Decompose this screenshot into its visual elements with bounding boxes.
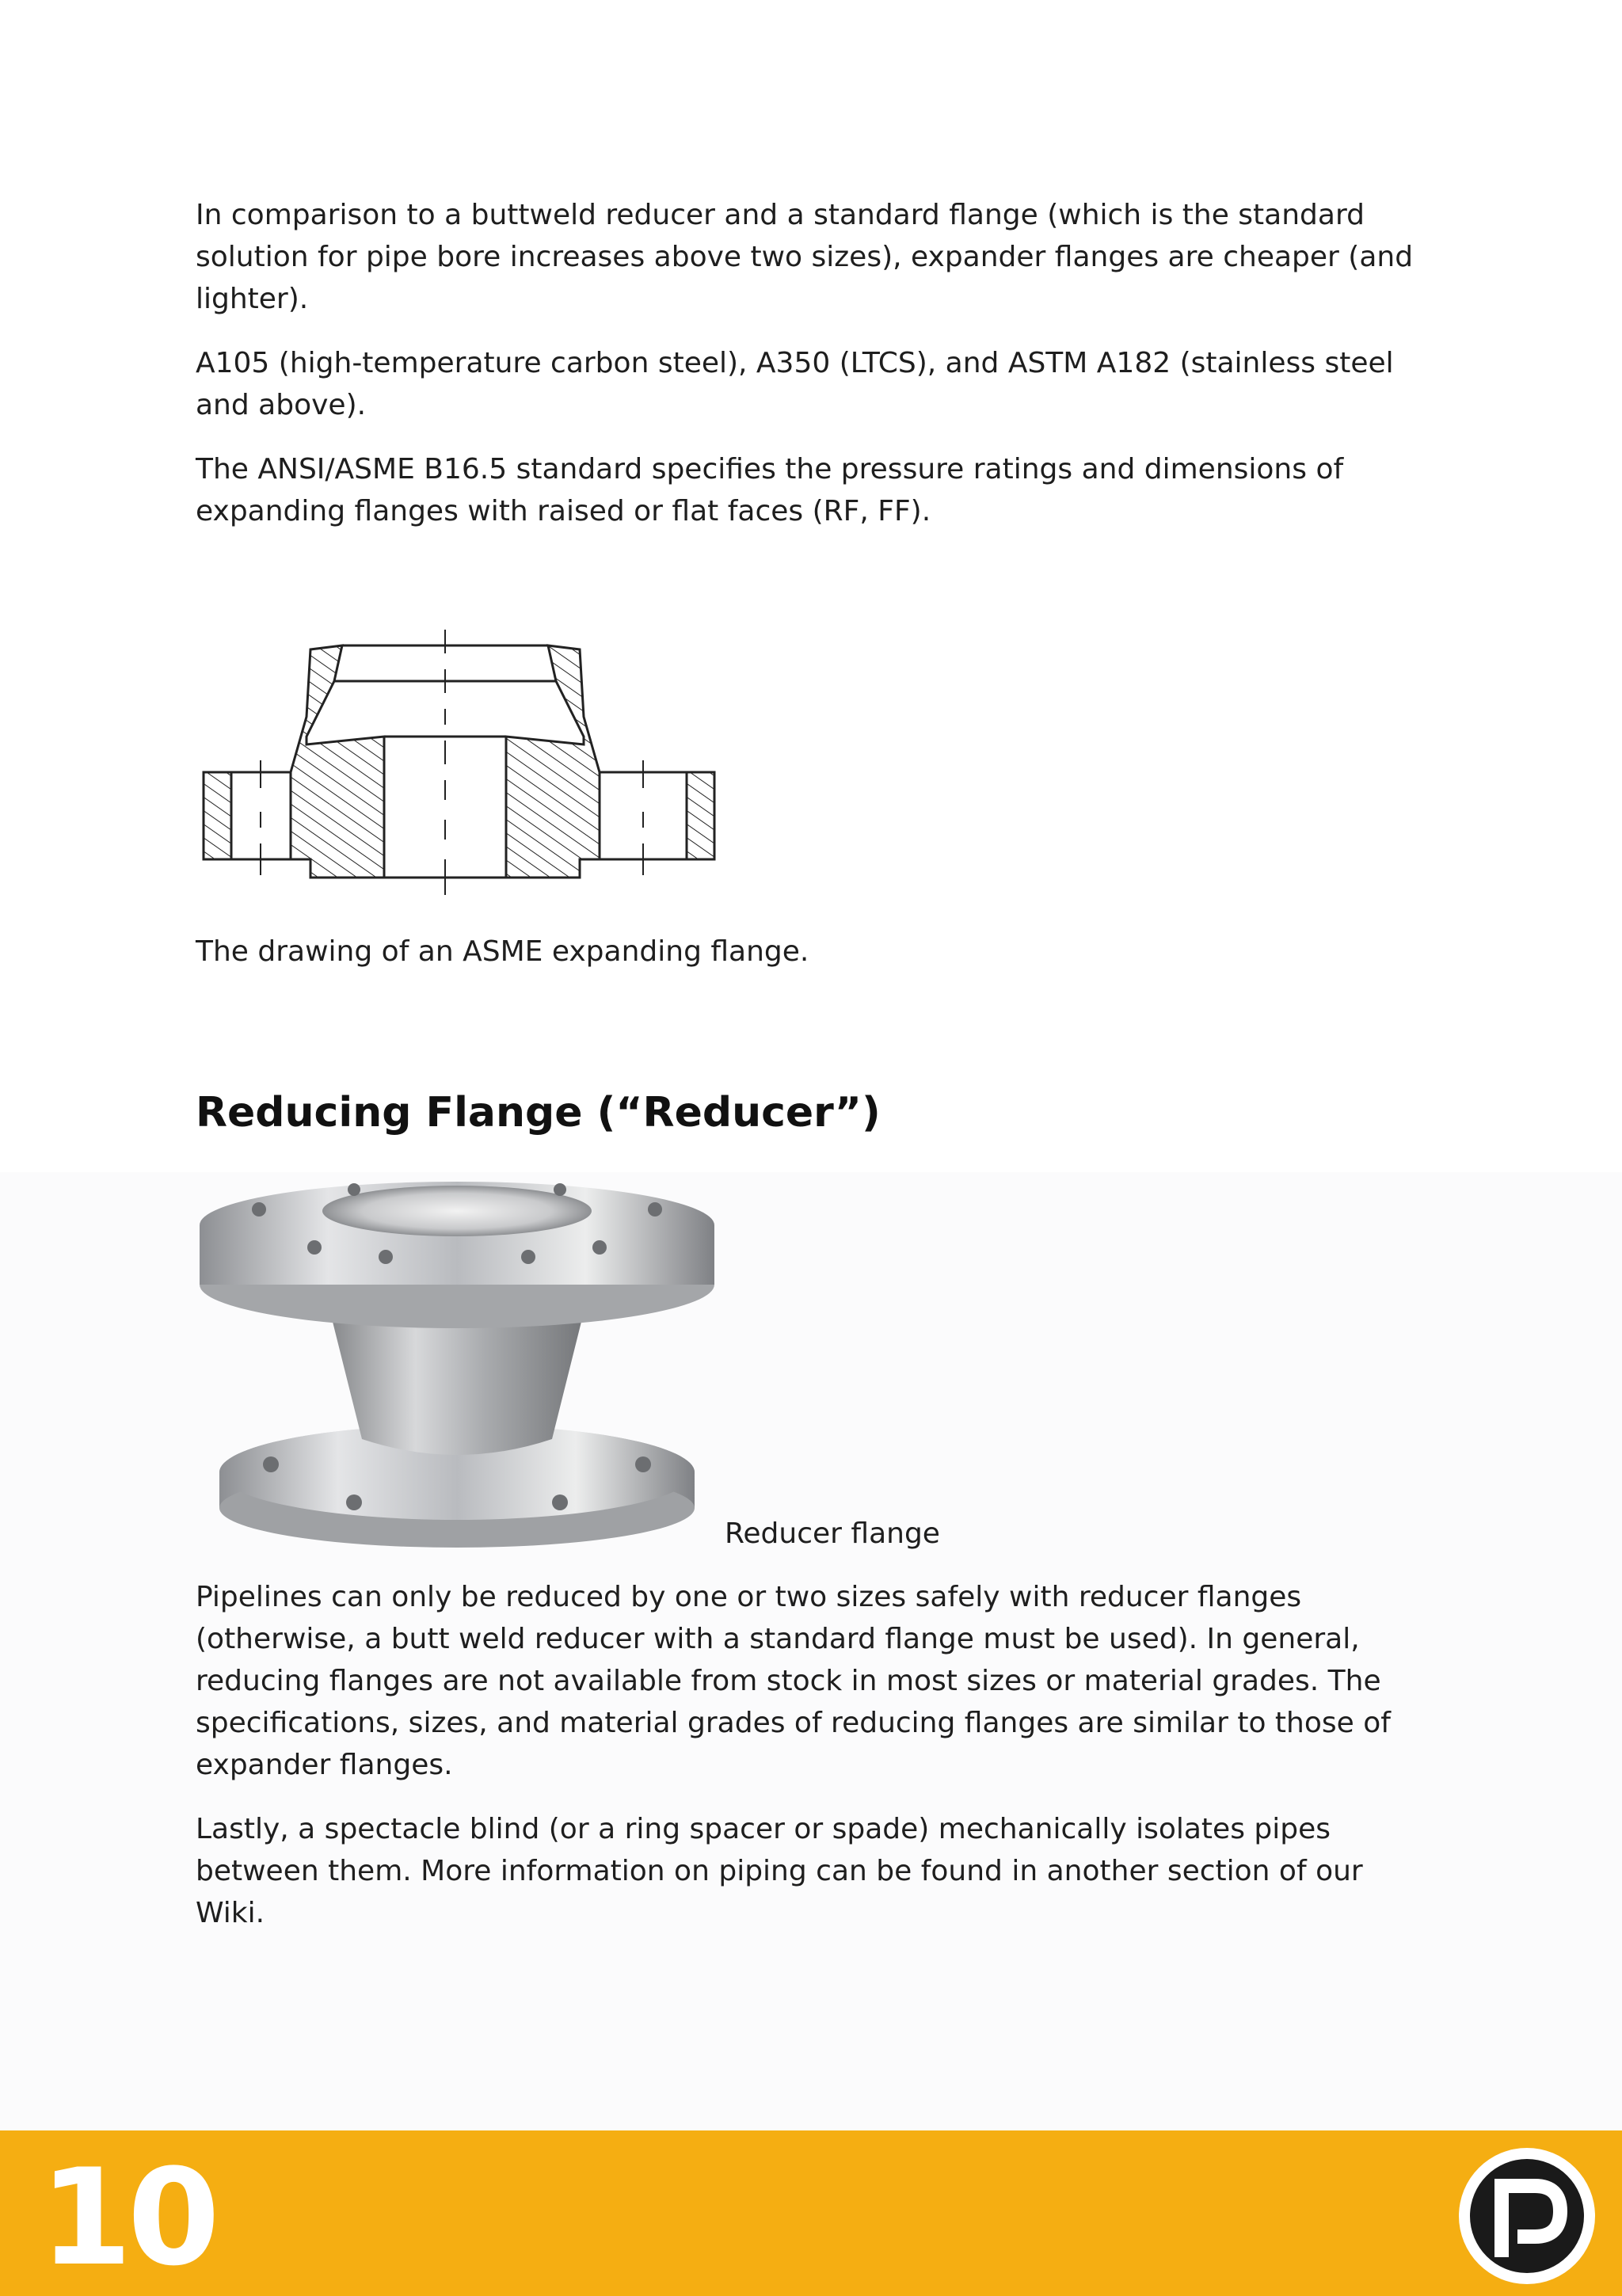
drawing-caption: The drawing of an ASME expanding flange.: [196, 935, 809, 968]
paragraph-reducer-usage: Pipelines can only be reduced by one or two sizes safely with reducer flanges (otherwise, a butt weld reducer with a standard flange must be used). In general, reducing flanges are not available from stock in most sizes or material grades. The specifications, sizes, and material grades of reducing flanges are similar to those of expander flanges.: [196, 1581, 1391, 1781]
paragraph-expander-materials: A105 (high-temperature carbon steel), A350 (LTCS), and ASTM A182 (stainless steel and above).: [196, 347, 1394, 421]
paragraph-expander-standard: The ANSI/ASME B16.5 standard specifies the pressure ratings and dimensions of expanding flanges with raised or flat faces (RF, FF).: [196, 453, 1344, 527]
section-heading: Reducing Flange (“Reducer”): [196, 1089, 881, 1137]
paragraph-spectacle-blind: Lastly, a spectacle blind (or a ring spacer or spade) mechanically isolates pipes between them. More information on piping can be found in another section of our Wiki.: [196, 1813, 1363, 1929]
brand-p-logo-icon: [1456, 2145, 1598, 2287]
expanding-flange-drawing: [196, 630, 790, 899]
footer-bar: [0, 2130, 1622, 2296]
page-number: 10: [40, 2140, 215, 2295]
paragraph-expander-cost: In comparison to a buttweld reducer and a standard flange (which is the standard solution for pipe bore increases above two sizes), expander flanges are cheaper (and lighter).: [196, 199, 1414, 315]
reducer-flange-photo: [196, 1178, 726, 1550]
photo-caption: Reducer flange: [725, 1517, 940, 1550]
